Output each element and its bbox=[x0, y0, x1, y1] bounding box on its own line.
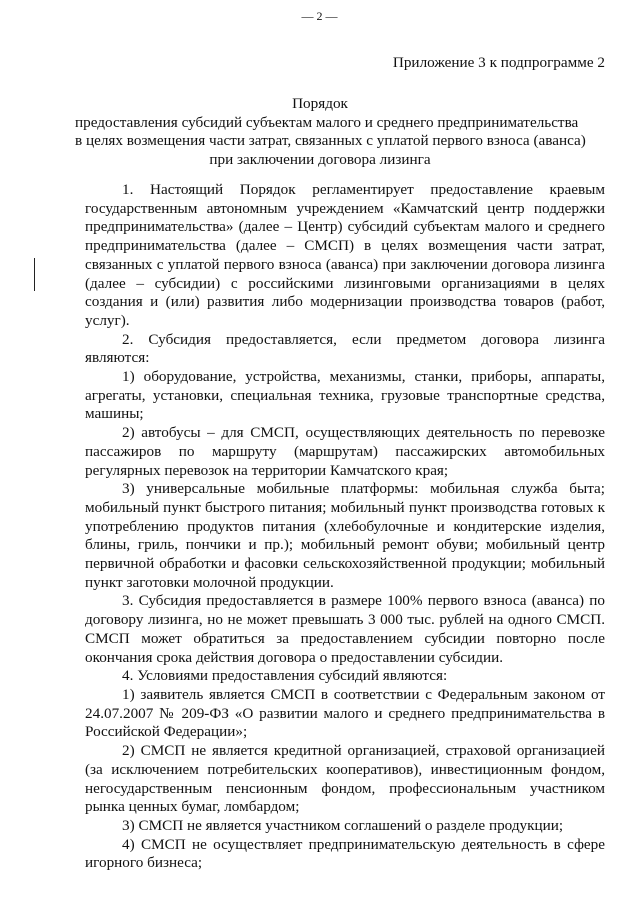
paragraph: 3) универсальные мобильные платформы: мобильная служба быта; мобильный пункт быстрого питания; мобильный пункт производства готовых к употреблению продуктов питания (хлебобулочные и кондитерские изделия, блины, гриль, пончики и пр.); мобильный ремонт обуви; мобильный центр первичной обработки и фасовки сельскохозяйственной продукции; мобильный пункт заготовки молочной продукции. bbox=[85, 480, 605, 591]
paragraph: 2. Субсидия предоставляется, если предметом договора лизинга являются: bbox=[85, 330, 605, 367]
title-block bbox=[75, 95, 586, 170]
paragraph: 1) заявитель является СМСП в соответствии с Федеральным законом от 24.07.2007 № 209-ФЗ «О развитии малого и среднего предпринимательства в Российской Федерации»; bbox=[85, 685, 605, 741]
margin-mark bbox=[34, 258, 35, 291]
subtitle-line: предоставления субсидий субъектам малого и среднего предпринимательства bbox=[75, 113, 579, 131]
appendix-reference: Приложение 3 к подпрограмме 2 bbox=[392, 54, 605, 71]
subtitle-line: при заключении договора лизинга bbox=[209, 151, 431, 169]
paragraph: 4. Условиями предоставления субсидий являются: bbox=[122, 667, 448, 685]
paragraph: 1) оборудование, устройства, механизмы, станки, приборы, аппараты, агрегаты, установки, специальная техника, грузовые транспортные средства, машины; bbox=[85, 368, 605, 423]
paragraph: 2) автобусы – для СМСП, осуществляющих деятельность по перевозке пассажиров по маршруту (маршрутам) пассажирских автомобильных регулярных перевозок на территории Камчатского края; bbox=[85, 424, 605, 479]
subtitle-line: в целях возмещения части затрат, связанных с уплатой первого взноса (аванса) bbox=[75, 132, 586, 150]
page-number: — 2 — bbox=[0, 9, 640, 24]
paragraph: 4) СМСП не осуществляет предпринимательскую деятельность в сфере игорного бизнеса; bbox=[85, 835, 605, 872]
document-body bbox=[85, 181, 605, 873]
document-title: Порядок bbox=[292, 95, 348, 112]
paragraph: 2) СМСП не является кредитной организацией, страховой организацией (за исключением потребительских кооперативов), инвестиционным фондом, негосударственным пенсионным фондом, профессиональным участником рынка ценных бумаг, ломбардом; bbox=[85, 742, 605, 816]
paragraph: 3) СМСП не является участником соглашений о разделе продукции; bbox=[122, 816, 564, 834]
paragraph: 1. Настоящий Порядок регламентирует предоставление краевым государственным автономным учреждением «Камчатский центр поддержки предпринимательства» (далее – Центр) субсидий субъектам малого и среднего предпринимательства (далее – СМСП) в целях возмещения части затрат, связанных с уплатой первого взноса (аванса) при заключении договора лизинга (далее – субсидии) с российскими лизинговыми организациями в целях создания и (или) развития либо модернизации производства товаров (работ, услуг). bbox=[85, 181, 605, 329]
paragraph: 3. Субсидия предоставляется в размере 100% первого взноса (аванса) по договору лизинга, но не может превышать 3 000 тыс. рублей на одного СМСП. СМСП может обратиться за предоставлением субсидии повторно после окончания срока действия договора о предоставлении субсидии. bbox=[85, 592, 605, 666]
